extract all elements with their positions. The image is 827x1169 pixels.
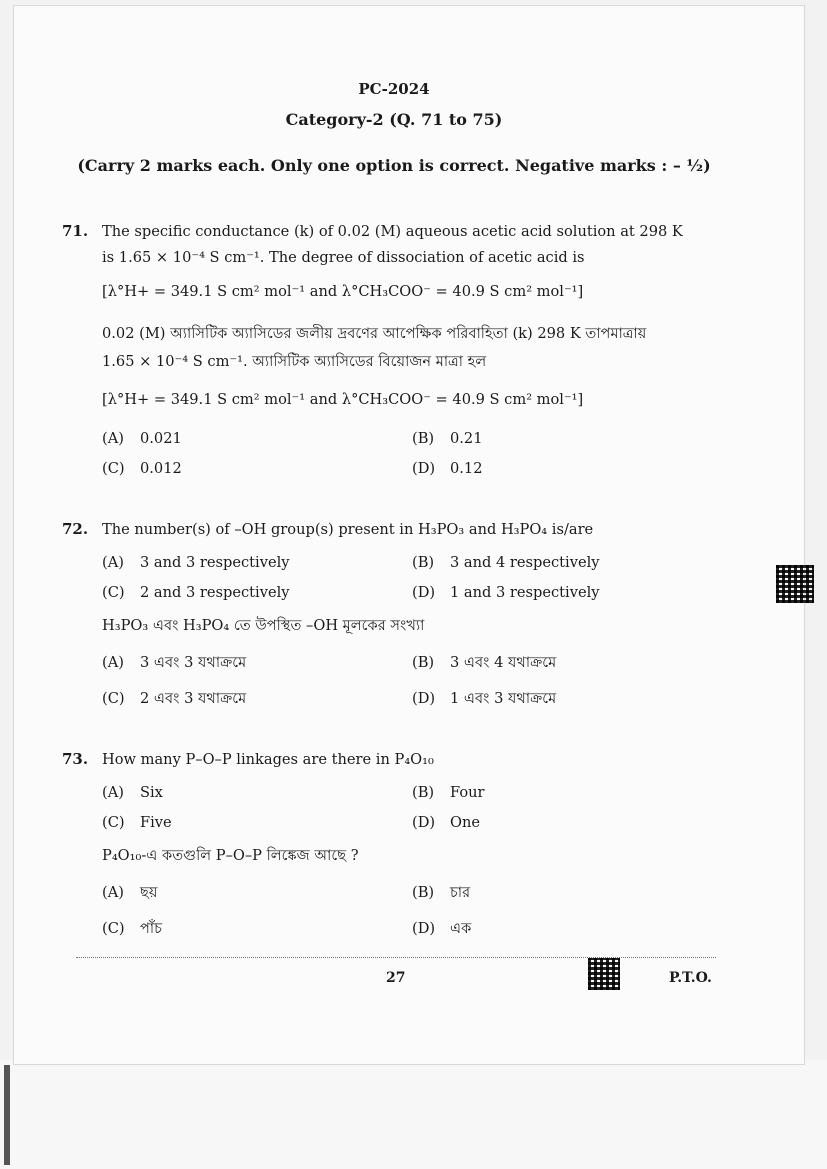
option-c-bengali — [102, 918, 162, 942]
page-number: 27 — [386, 970, 406, 986]
option-text: 2 and 3 respectively — [140, 584, 290, 601]
option-c — [102, 460, 182, 477]
option-label: (D) — [412, 584, 436, 601]
category-title: Category-2 (Q. 71 to 75) — [285, 110, 503, 129]
option-text: Five — [140, 814, 172, 831]
option-label: (B) — [412, 884, 435, 901]
option-a — [102, 554, 290, 571]
option-d-bengali — [412, 918, 471, 942]
option-d — [412, 814, 480, 831]
option-b — [412, 784, 485, 801]
option-text: 3 এবং 4 যথাক্রমে — [450, 654, 557, 671]
option-text: 0.21 — [450, 430, 483, 447]
option-b-bengali — [412, 882, 470, 906]
paper-code: PC-2024 — [358, 80, 430, 98]
question-text: The specific conductance (k) of 0.02 (M) aqueous acetic acid solution at 298 K — [102, 223, 683, 240]
option-text: Four — [450, 784, 485, 801]
option-d-bengali — [412, 688, 556, 712]
option-a — [102, 430, 182, 447]
please-turn-over: P.T.O. — [669, 970, 712, 986]
option-b-bengali — [412, 652, 556, 676]
option-a — [102, 784, 163, 801]
question-text-bengali: 1.65 × 10⁻⁴ S cm⁻¹. অ্যাসিটিক অ্যাসিডের বিয়োজন মাত্রা হল — [102, 353, 487, 370]
option-d — [412, 584, 600, 601]
option-text: 0.12 — [450, 460, 483, 477]
question-number: 72. — [62, 520, 89, 538]
marking-instructions: (Carry 2 marks each. Only one option is correct. Negative marks : – ½) — [77, 156, 711, 175]
option-text: চার — [450, 884, 471, 901]
option-label: (B) — [412, 654, 435, 671]
option-label: (D) — [412, 814, 436, 831]
footer-divider — [76, 957, 716, 958]
qr-code-icon — [776, 565, 814, 603]
option-text: 1 এবং 3 যথাক্রমে — [450, 690, 557, 707]
option-label: (D) — [412, 460, 436, 477]
option-label: (B) — [412, 554, 435, 571]
option-text: 2 এবং 3 যথাক্রমে — [140, 690, 247, 707]
option-text: ছয় — [140, 884, 158, 901]
option-label: (A) — [102, 430, 124, 447]
given-constants: [λ°H+ = 349.1 S cm² mol⁻¹ and λ°CH₃COO⁻ = 40.9 S cm² mol⁻¹] — [102, 283, 584, 300]
question-number: 73. — [62, 750, 89, 768]
question-number: 71. — [62, 222, 89, 240]
option-label: (D) — [412, 690, 436, 707]
option-label: (C) — [102, 814, 125, 831]
option-c-bengali — [102, 688, 246, 712]
option-b — [412, 430, 483, 447]
option-label: (C) — [102, 920, 125, 937]
scan-edge-mark — [4, 1065, 10, 1165]
option-text: এক — [450, 920, 472, 937]
option-text: 3 and 3 respectively — [140, 554, 290, 571]
option-c — [102, 584, 290, 601]
option-label: (B) — [412, 784, 435, 801]
option-a-bengali — [102, 652, 246, 676]
option-label: (C) — [102, 460, 125, 477]
option-text: 3 এবং 3 যথাক্রমে — [140, 654, 247, 671]
option-label: (A) — [102, 654, 124, 671]
given-constants-bengali: [λ°H+ = 349.1 S cm² mol⁻¹ and λ°CH₃COO⁻ = 40.9 S cm² mol⁻¹] — [102, 391, 584, 408]
option-label: (D) — [412, 920, 436, 937]
option-text: Six — [140, 784, 163, 801]
question-text: The number(s) of –OH group(s) present in H₃PO₃ and H₃PO₄ is/are — [102, 521, 594, 538]
option-label: (C) — [102, 584, 125, 601]
question-text-bengali: P₄O₁₀-এ কতগুলি P–O–P লিঙ্কেজ আছে ? — [102, 847, 359, 864]
exam-page — [14, 6, 804, 1064]
qr-code-icon — [588, 958, 620, 990]
option-b — [412, 554, 600, 571]
question-text: is 1.65 × 10⁻⁴ S cm⁻¹. The degree of dissociation of acetic acid is — [102, 249, 585, 266]
option-label: (A) — [102, 784, 124, 801]
scan-bottom-margin — [0, 1060, 827, 1169]
option-text: One — [450, 814, 480, 831]
option-text: 1 and 3 respectively — [450, 584, 600, 601]
question-text-bengali: 0.02 (M) অ্যাসিটিক অ্যাসিডের জলীয় দ্রবণের আপেক্ষিক পরিবাহিতা (k) 298 K তাপমাত্রায় — [102, 325, 647, 342]
question-text: How many P–O–P linkages are there in P₄O₁₀ — [102, 751, 434, 768]
option-label: (A) — [102, 554, 124, 571]
option-text: 0.021 — [140, 430, 182, 447]
option-label: (C) — [102, 690, 125, 707]
question-text-bengali: H₃PO₃ এবং H₃PO₄ তে উপস্থিত –OH মূলকের সংখ্যা — [102, 617, 425, 634]
option-d — [412, 460, 483, 477]
option-label: (A) — [102, 884, 124, 901]
option-c — [102, 814, 172, 831]
option-text: 3 and 4 respectively — [450, 554, 600, 571]
option-text: পাঁচ — [140, 920, 163, 937]
option-a-bengali — [102, 882, 157, 906]
option-label: (B) — [412, 430, 435, 447]
option-text: 0.012 — [140, 460, 182, 477]
